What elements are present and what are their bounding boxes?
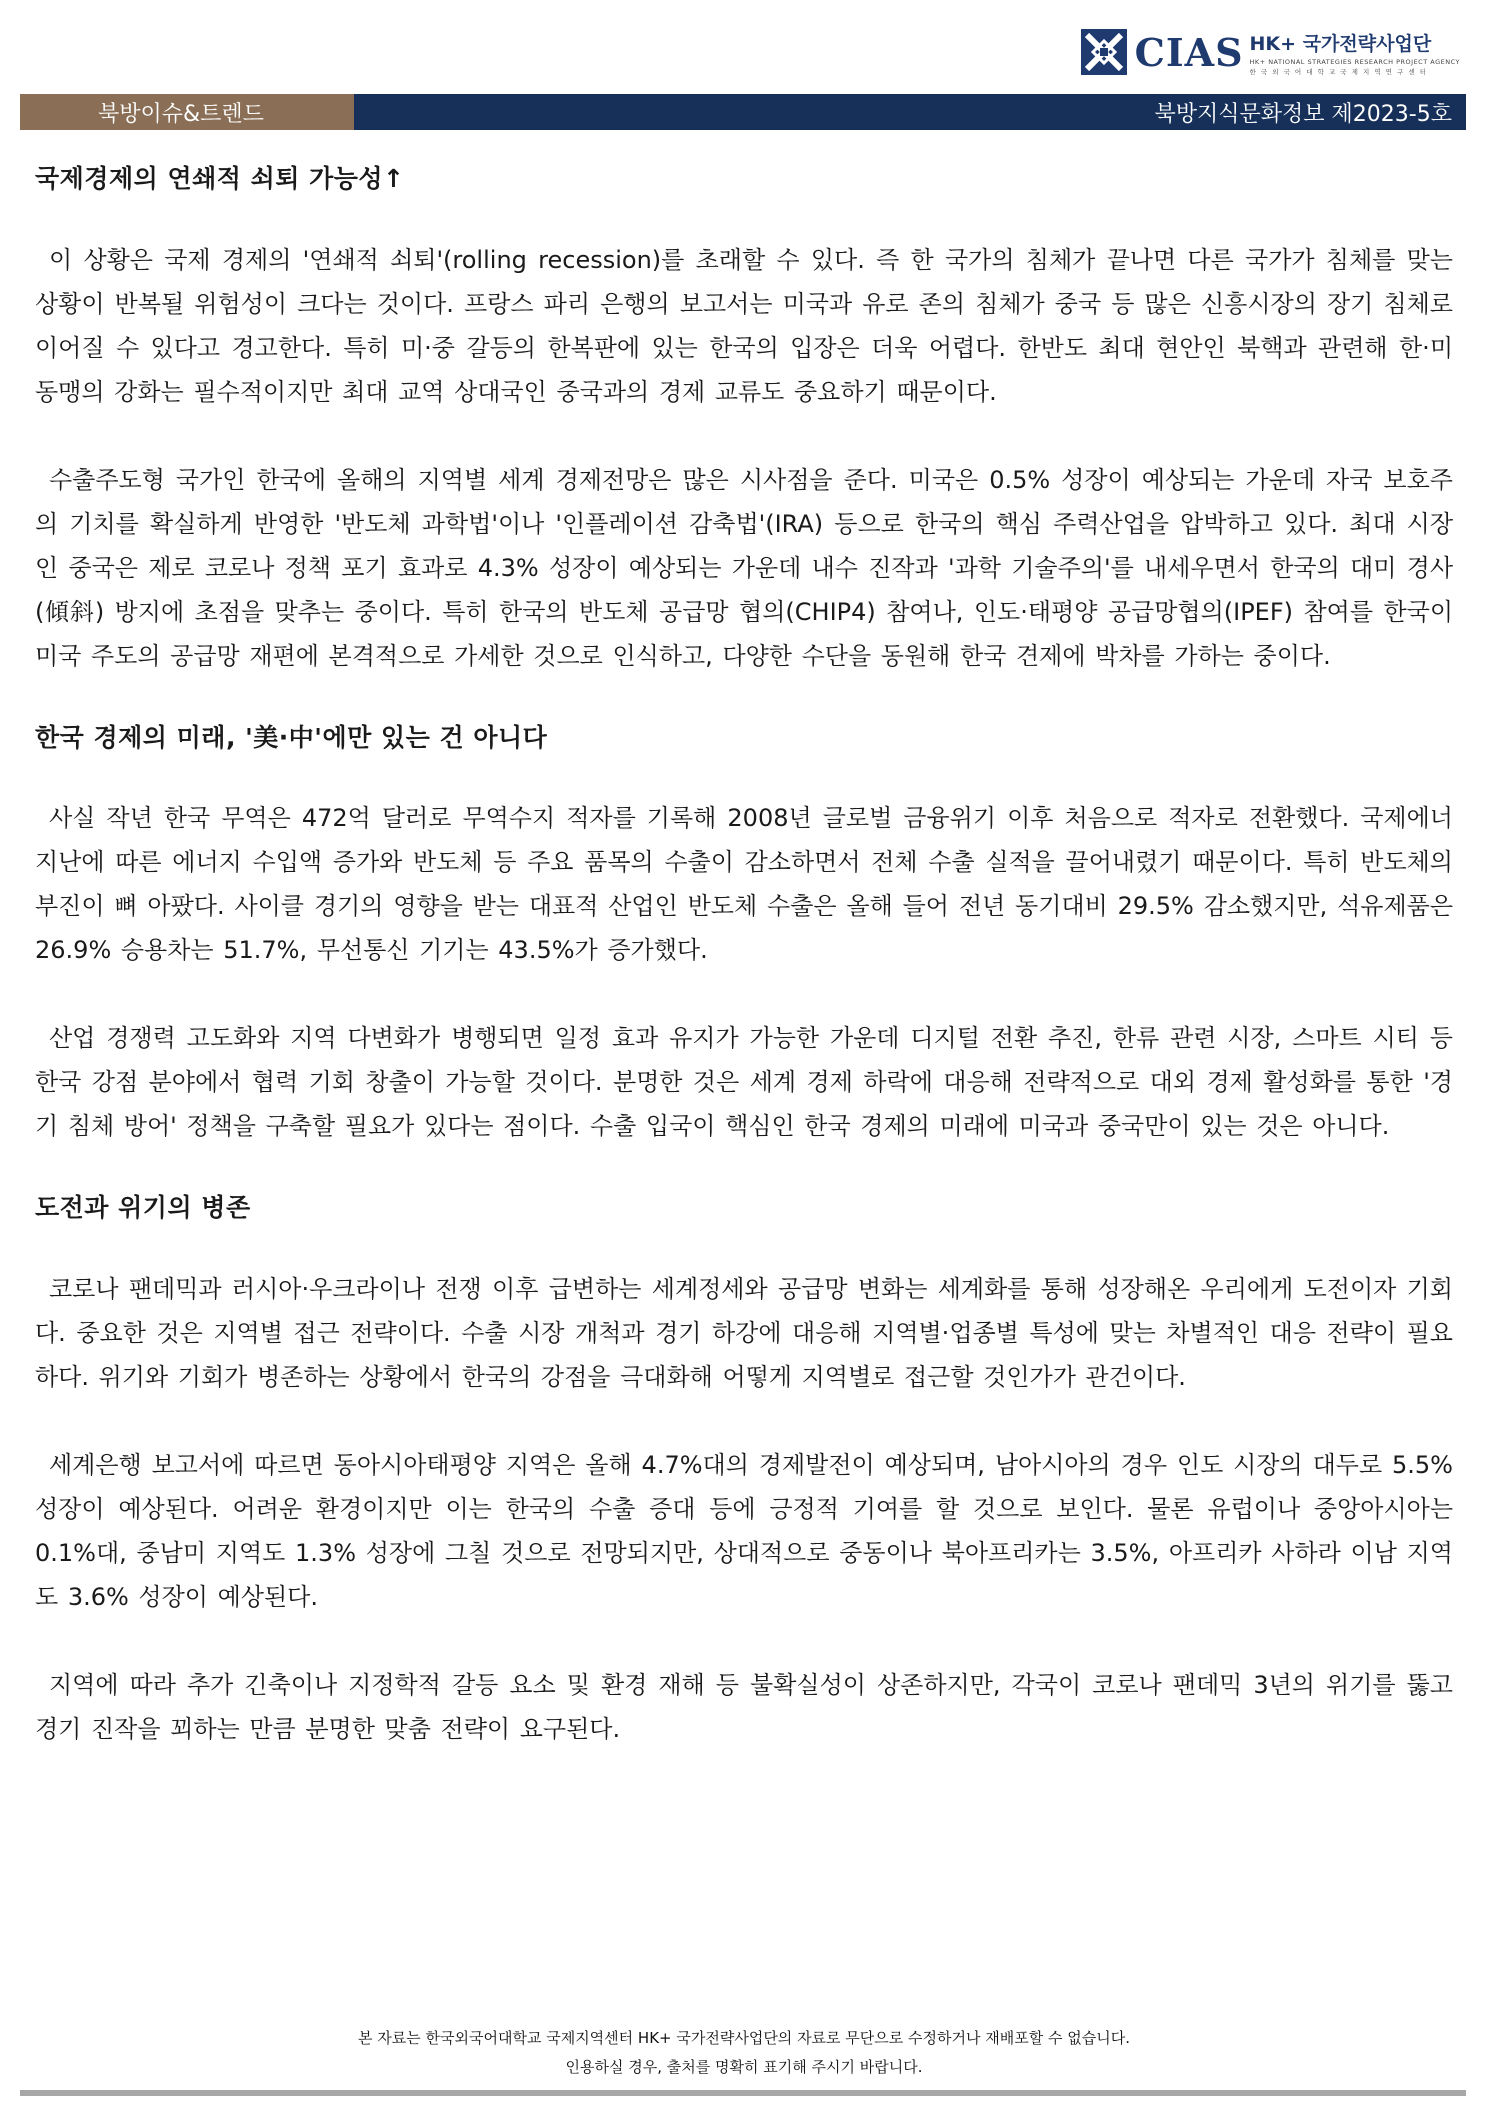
logo-subtitle-kr: 한 국 외 국 어 대 학 교 국 제 지 역 연 구 센 터 [1249,67,1428,76]
section-3 [35,1192,1453,1751]
footer-notice [0,2024,1488,2082]
section-label: 북방이슈&트렌드 [20,94,354,130]
paragraph: 이 상황은 국제 경제의 '연쇄적 쇠퇴'(rolling recession)를 초래할 수 있다. 즉 한 국가의 침체가 끝나면 다른 국가가 침체를 맞는 상황이 반복될 위험성이 크다는 것이다. 프랑스 파리 은행의 보고서는 미국과 유로 존의 침체가 중국 등 많은 신흥시장의 장기 침체로 이어질 수 있다고 경고한다. 특히 미·중 갈등의 한복판에 있는 한국의 입장은 더욱 어렵다. 한반도 최대 현안인 북핵과 관련해 한·미 동맹의 강화는 필수적이지만 최대 교역 상대국인 중국과의 경제 교류도 중요하기 때문이다. [35,245,1453,406]
section-heading: 한국 경제의 미래, '美·中'에만 있는 건 아니다 [35,722,548,752]
cias-logo [1079,24,1460,80]
paragraph: 사실 작년 한국 무역은 472억 달러로 무역수지 적자를 기록해 2008년 글로벌 금융위기 이후 처음으로 적자로 전환했다. 국제에너지난에 따른 에너지 수입액 증가와 반도체 등 주요 품목의 수출이 감소하면서 전체 수출 실적을 끌어내렸기 때문이다. 특히 반도체의 부진이 뼈 아팠다. 사이클 경기의 영향을 받는 대표적 산업인 반도체 수출은 올해 들어 전년 동기대비 29.5% 감소했지만, 석유제품은 26.9% 승용차는 51.7%, 무선통신 기기는 43.5%가 증가했다. [35,804,1453,964]
section-heading: 도전과 위기의 병존 [35,1193,251,1222]
paragraph: 지역에 따라 추가 긴축이나 지정학적 갈등 요소 및 환경 재해 등 불확실성이 상존하지만, 각국이 코로나 팬데믹 3년의 위기를 뚫고 경기 진작을 꾀하는 만큼 분명한 맞춤 전략이 요구된다. [35,1670,1453,1743]
paragraph: 코로나 팬데믹과 러시아·우크라이나 전쟁 이후 급변하는 세계정세와 공급망 변화는 세계화를 통해 성장해온 우리에게 도전이자 기회다. 중요한 것은 지역별 접근 전략이다. 수출 시장 개척과 경기 하강에 대응해 지역별·업종별 특성에 맞는 차별적인 대응 전략이 필요하다. 위기와 기회가 병존하는 상황에서 한국의 강점을 극대화해 어떻게 지역별로 접근할 것인가가 관건이다. [35,1274,1453,1391]
section-1 [35,163,1453,678]
section-2 [35,722,1453,1149]
logo-subtitle-en: HK+ NATIONAL STRATEGIES RESEARCH PROJECT AGENCY [1249,57,1460,66]
paragraph: 세계은행 보고서에 따르면 동아시아태평양 지역은 올해 4.7%대의 경제발전이 예상되며, 남아시아의 경우 인도 시장의 대두로 5.5% 성장이 예상된다. 어려운 환경이지만 이는 한국의 수출 증대 등에 긍정적 기여를 할 것으로 보인다. 물론 유럽이나 중앙아시아는 0.1%대, 중남미 지역도 1.3% 성장에 그칠 것으로 전망되지만, 상대적으로 중동이나 북아프리카는 3.5%, 아프리카 사하라 이남 지역도 3.6% 성장이 예상된다. [35,1450,1453,1611]
logo-title: HK+ 국가전략사업단 [1249,32,1432,55]
paragraph: 산업 경쟁력 고도화와 지역 다변화가 병행되면 일정 효과 유지가 가능한 가운데 디지털 전환 추진, 한류 관련 시장, 스마트 시티 등 한국 강점 분야에서 협력 기회 창출이 가능할 것이다. 분명한 것은 세계 경제 하락에 대응해 전략적으로 대외 경제 활성화를 통한 '경기 침체 방어' 정책을 구축할 필요가 있다는 점이다. 수출 입국이 핵심인 한국 경제의 미래에 미국과 중국만이 있는 것은 아니다. [35,1024,1453,1140]
footer-divider [20,2090,1466,2096]
logo-cias-text: CIAS [1134,29,1244,75]
article-body [35,163,1453,1795]
header-bar [20,94,1466,130]
issue-label: 북방지식문화정보 제2023-5호 [354,94,1466,130]
footer-line-2: 인용하실 경우, 출처를 명확히 표기해 주시기 바랍니다. [565,2058,923,2076]
paragraph: 수출주도형 국가인 한국에 올해의 지역별 세계 경제전망은 많은 시사점을 준다. 미국은 0.5% 성장이 예상되는 가운데 자국 보호주의 기치를 확실하게 반영한 '반도체 과학법'이나 '인플레이션 감축법'(IRA) 등으로 한국의 핵심 주력산업을 압박하고 있다. 최대 시장인 중국은 제로 코로나 정책 포기 효과로 4.3% 성장이 예상되는 가운데 내수 진작과 '과학 기술주의'를 내세우면서 한국의 대미 경사(傾斜) 방지에 초점을 맞추는 중이다. 특히 한국의 반도체 공급망 협의(CHIP4) 참여나, 인도·태평양 공급망협의(IPEF) 참여를 한국이 미국 주도의 공급망 재편에 본격적으로 가세한 것으로 인식하고, 다양한 수단을 동원해 한국 견제에 박차를 가하는 중이다. [35,465,1453,670]
section-heading: 국제경제의 연쇄적 쇠퇴 가능성↑ [35,164,405,193]
footer-line-1: 본 자료는 한국외국어대학교 국제지역센터 HK+ 국가전략사업단의 자료로 무단으로 수정하거나 재배포할 수 없습니다. [358,2029,1130,2047]
cias-emblem-icon [1079,27,1129,77]
